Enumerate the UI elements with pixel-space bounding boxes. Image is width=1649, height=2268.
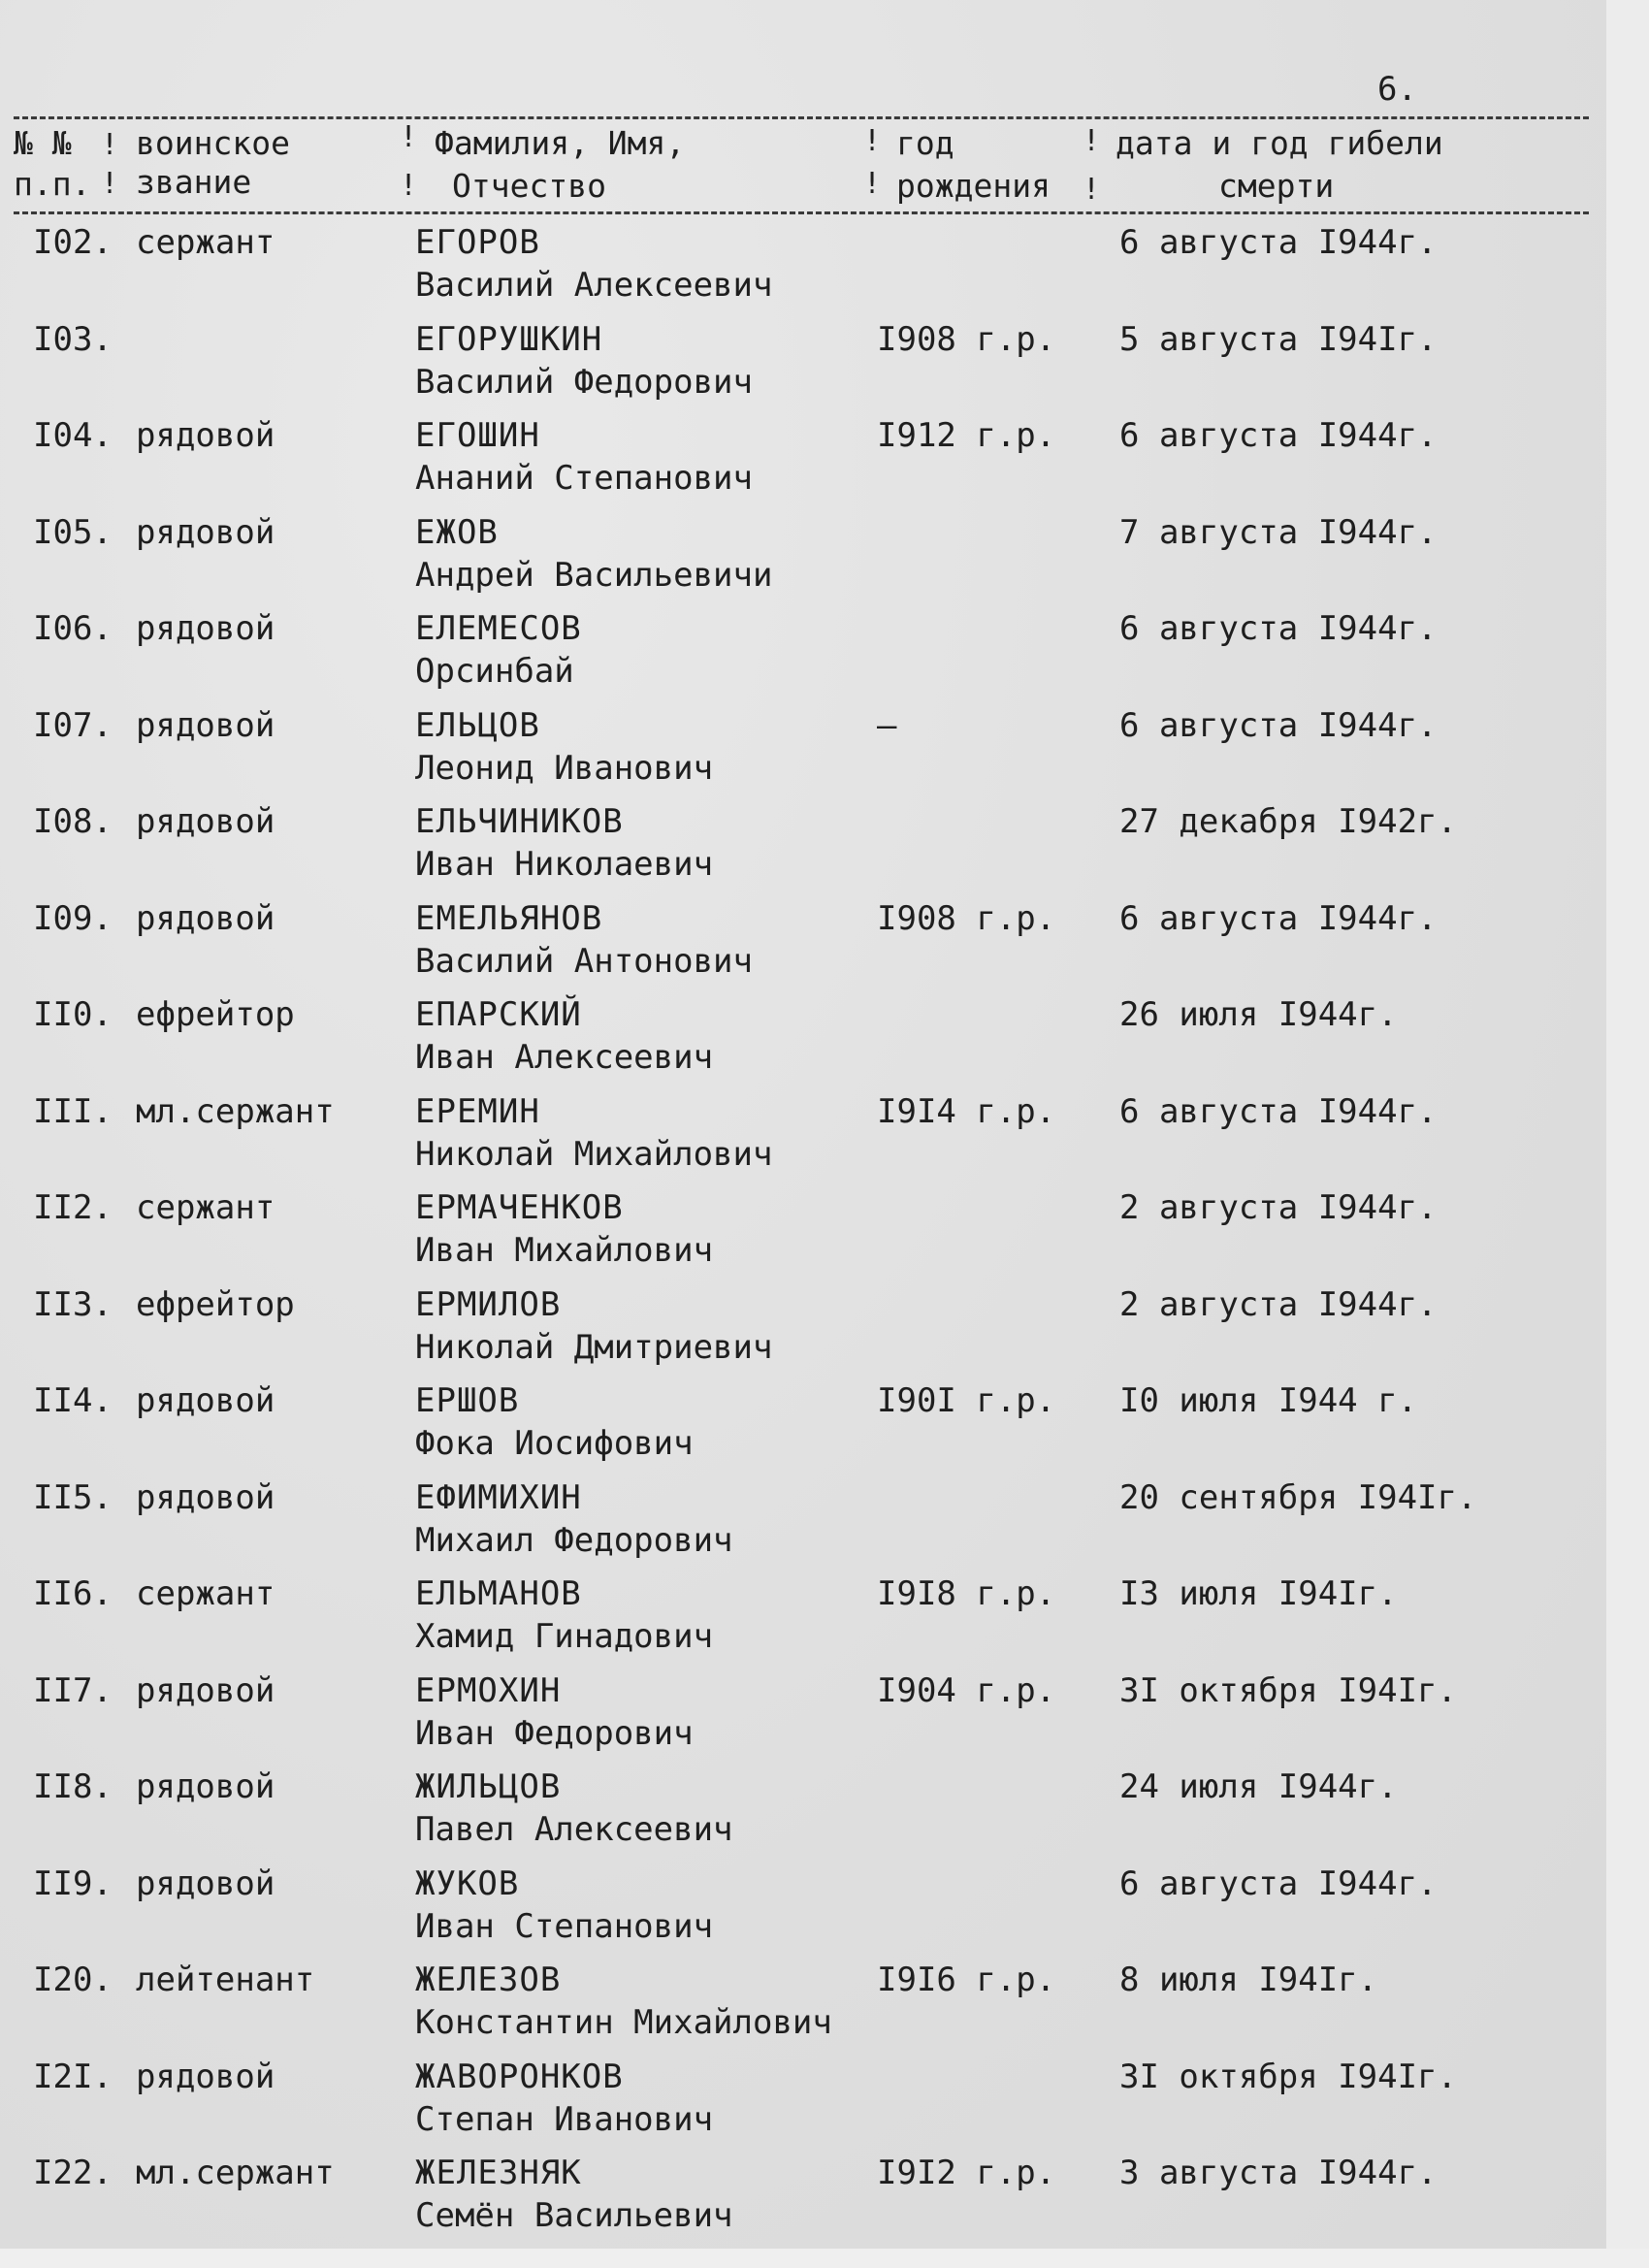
given-name-patronymic: Василий Алексеевич	[415, 266, 773, 305]
birth-year: I9I8 г.р.	[877, 1574, 1056, 1613]
death-date: I3 июля I94Iг.	[1119, 1574, 1398, 1613]
surname: ЕГОРОВ	[415, 223, 540, 262]
military-rank: сержант	[136, 1574, 275, 1613]
given-name-patronymic: Орсинбай	[415, 652, 574, 691]
military-rank: рядовой	[136, 1863, 275, 1903]
header-separator: !	[101, 128, 119, 162]
table-row	[0, 993, 1606, 1090]
military-rank: сержант	[136, 1188, 275, 1227]
surname: ЕРШОВ	[415, 1381, 520, 1420]
military-rank: рядовой	[136, 802, 275, 841]
table-row	[0, 221, 1606, 318]
birth-year: I908 г.р.	[877, 319, 1056, 359]
surname: ЖУКОВ	[415, 1863, 520, 1903]
header-num-line2: п.п.	[14, 165, 91, 203]
table-row	[0, 607, 1606, 704]
death-date: 6 августа I944г.	[1119, 898, 1438, 938]
military-rank: лейтенант	[136, 1960, 315, 1999]
death-date: 3I октября I94Iг.	[1119, 1670, 1457, 1710]
surname: ЕГОШИН	[415, 416, 540, 455]
surname: ЕФИМИХИН	[415, 1477, 582, 1517]
table-row	[0, 1379, 1606, 1476]
surname: ЕРМАЧЕНКОВ	[415, 1188, 624, 1227]
row-number: II3.	[33, 1284, 113, 1324]
header-separator: !	[101, 167, 119, 201]
death-date: 24 июля I944г.	[1119, 1767, 1398, 1806]
table-row	[0, 1572, 1606, 1669]
table-row	[0, 704, 1606, 801]
header-name-line1: Фамилия, Имя,	[435, 124, 686, 162]
table-row	[0, 800, 1606, 897]
birth-year: I9I6 г.р.	[877, 1960, 1056, 1999]
table-row	[0, 1186, 1606, 1283]
military-rank: рядовой	[136, 898, 275, 938]
military-rank: мл.сержант	[136, 1091, 335, 1131]
header-separator: !	[1083, 124, 1101, 158]
death-date: 2 августа I944г.	[1119, 1188, 1438, 1227]
casualty-list	[0, 221, 1606, 2249]
surname: ЕЛЕМЕСОВ	[415, 609, 582, 648]
surname: ЖИЛЬЦОВ	[415, 1767, 562, 1806]
death-date: 3 августа I944г.	[1119, 2154, 1438, 2192]
row-number: II5.	[33, 1477, 113, 1517]
surname: ЕРМИЛОВ	[415, 1284, 562, 1324]
given-name-patronymic: Ананий Степанович	[415, 459, 753, 498]
birth-year: I908 г.р.	[877, 898, 1056, 938]
given-name-patronymic: Василий Антонович	[415, 941, 753, 981]
death-date: 6 августа I944г.	[1119, 609, 1438, 648]
row-number: II2.	[33, 1188, 113, 1227]
row-number: II9.	[33, 1863, 113, 1903]
death-date: 27 декабря I942г.	[1119, 802, 1457, 841]
table-row	[0, 1959, 1606, 2056]
given-name-patronymic: Константин Михайлович	[415, 2003, 832, 2042]
header-separator: !	[400, 169, 418, 203]
given-name-patronymic: Семён Васильевич	[415, 2196, 733, 2235]
row-number: I22.	[33, 2154, 113, 2192]
table-row	[0, 1766, 1606, 1863]
table-row	[0, 1090, 1606, 1187]
table-row	[0, 511, 1606, 608]
death-date: 8 июля I94Iг.	[1119, 1960, 1378, 1999]
table-row	[0, 1476, 1606, 1573]
table-row	[0, 1863, 1606, 1960]
given-name-patronymic: Леонид Иванович	[415, 748, 714, 788]
military-rank: рядовой	[136, 705, 275, 745]
page-number: 6.	[1377, 70, 1417, 109]
death-date: 6 августа I944г.	[1119, 1863, 1438, 1903]
row-number: I06.	[33, 609, 113, 648]
military-rank: рядовой	[136, 1477, 275, 1517]
given-name-patronymic: Василий Федорович	[415, 362, 753, 402]
table-row	[0, 318, 1606, 415]
given-name-patronymic: Николай Дмитриевич	[415, 1327, 773, 1367]
row-number: I09.	[33, 898, 113, 938]
given-name-patronymic: Андрей Васильевичи	[415, 555, 773, 595]
military-rank: ефрейтор	[136, 1284, 295, 1324]
header-top-dashed-rule	[14, 116, 1589, 119]
row-number: I20.	[33, 1960, 113, 1999]
surname: ЕЖОВ	[415, 512, 499, 552]
header-separator: !	[863, 167, 882, 201]
row-number: II6.	[33, 1574, 113, 1613]
given-name-patronymic: Иван Михайлович	[415, 1231, 714, 1270]
table-row	[0, 897, 1606, 994]
surname: ЖАВОРОНКОВ	[415, 2057, 624, 2096]
given-name-patronymic: Иван Алексеевич	[415, 1038, 714, 1077]
given-name-patronymic: Михаил Федорович	[415, 1520, 733, 1560]
given-name-patronymic: Фока Иосифович	[415, 1424, 694, 1463]
surname: ЖЕЛЕЗНЯК	[415, 2154, 582, 2192]
birth-year: —	[877, 705, 897, 745]
row-number: II0.	[33, 995, 113, 1034]
military-rank: рядовой	[136, 1767, 275, 1806]
row-number: I03.	[33, 319, 113, 359]
row-number: II8.	[33, 1767, 113, 1806]
row-number: I05.	[33, 512, 113, 552]
death-date: 2 августа I944г.	[1119, 1284, 1438, 1324]
header-death-line1: дата и год гибели	[1116, 124, 1443, 162]
scan-margin-bottom	[0, 2249, 1649, 2268]
header-rank-line2: звание	[136, 163, 252, 201]
death-date: 6 августа I944г.	[1119, 416, 1438, 455]
death-date: 20 сентября I94Iг.	[1119, 1477, 1477, 1517]
military-rank: рядовой	[136, 1670, 275, 1710]
row-number: I04.	[33, 416, 113, 455]
header-death-line2: смерти	[1218, 167, 1335, 205]
birth-year: I9I4 г.р.	[877, 1091, 1056, 1131]
death-date: 3I октября I94Iг.	[1119, 2057, 1457, 2096]
surname: ЕЛЬЧИНИКОВ	[415, 802, 624, 841]
surname: ЕРМОХИН	[415, 1670, 562, 1710]
header-num-line1: № №	[14, 124, 72, 162]
given-name-patronymic: Иван Николаевич	[415, 845, 714, 884]
surname: ЕПАРСКИЙ	[415, 995, 582, 1034]
header-bottom-dashed-rule	[14, 211, 1589, 214]
scan-margin-right	[1606, 0, 1649, 2268]
death-date: 6 августа I944г.	[1119, 223, 1438, 262]
row-number: II7.	[33, 1670, 113, 1710]
header-born-line1: год	[896, 124, 954, 162]
row-number: I07.	[33, 705, 113, 745]
given-name-patronymic: Николай Михайлович	[415, 1134, 773, 1174]
birth-year: I9I2 г.р.	[877, 2154, 1056, 2192]
death-date: 6 августа I944г.	[1119, 705, 1438, 745]
given-name-patronymic: Иван Федорович	[415, 1713, 694, 1753]
row-number: I08.	[33, 802, 113, 841]
military-rank: рядовой	[136, 609, 275, 648]
military-rank: рядовой	[136, 2057, 275, 2096]
death-date: 6 августа I944г.	[1119, 1091, 1438, 1131]
birth-year: I904 г.р.	[877, 1670, 1056, 1710]
military-rank: рядовой	[136, 512, 275, 552]
table-row	[0, 414, 1606, 511]
row-number: I02.	[33, 223, 113, 262]
birth-year: I912 г.р.	[877, 416, 1056, 455]
surname: ЕЛЬЦОВ	[415, 705, 540, 745]
given-name-patronymic: Иван Степанович	[415, 1906, 714, 1946]
header-separator: !	[400, 120, 418, 154]
row-number: III.	[33, 1091, 113, 1131]
military-rank: сержант	[136, 223, 275, 262]
table-row	[0, 1669, 1606, 1766]
row-number: I2I.	[33, 2057, 113, 2096]
military-rank: ефрейтор	[136, 995, 295, 1034]
surname: ЕРЕМИН	[415, 1091, 540, 1131]
surname: ЖЕЛЕЗОВ	[415, 1960, 562, 1999]
surname: ЕЛЬМАНОВ	[415, 1574, 582, 1613]
header-rank-line1: воинское	[136, 124, 290, 162]
table-row	[0, 2056, 1606, 2153]
birth-year: I90I г.р.	[877, 1381, 1056, 1420]
death-date: 7 августа I944г.	[1119, 512, 1438, 552]
military-rank: мл.сержант	[136, 2154, 335, 2192]
death-date: 26 июля I944г.	[1119, 995, 1398, 1034]
surname: ЕГОРУШКИН	[415, 319, 603, 359]
row-number: II4.	[33, 1381, 113, 1420]
military-rank: рядовой	[136, 416, 275, 455]
given-name-patronymic: Степан Иванович	[415, 2099, 714, 2139]
death-date: 5 августа I94Iг.	[1119, 319, 1438, 359]
given-name-patronymic: Хамид Гинадович	[415, 1617, 714, 1656]
header-name-line2: Отчество	[452, 167, 606, 205]
death-date: I0 июля I944 г.	[1119, 1381, 1418, 1420]
military-rank: рядовой	[136, 1381, 275, 1420]
header-born-line2: рождения	[896, 167, 1051, 205]
given-name-patronymic: Павел Алексеевич	[415, 1810, 733, 1849]
header-separator: !	[863, 124, 882, 158]
surname: ЕМЕЛЬЯНОВ	[415, 898, 603, 938]
header-separator: !	[1083, 173, 1101, 207]
table-row	[0, 2152, 1606, 2249]
table-row	[0, 1283, 1606, 1380]
